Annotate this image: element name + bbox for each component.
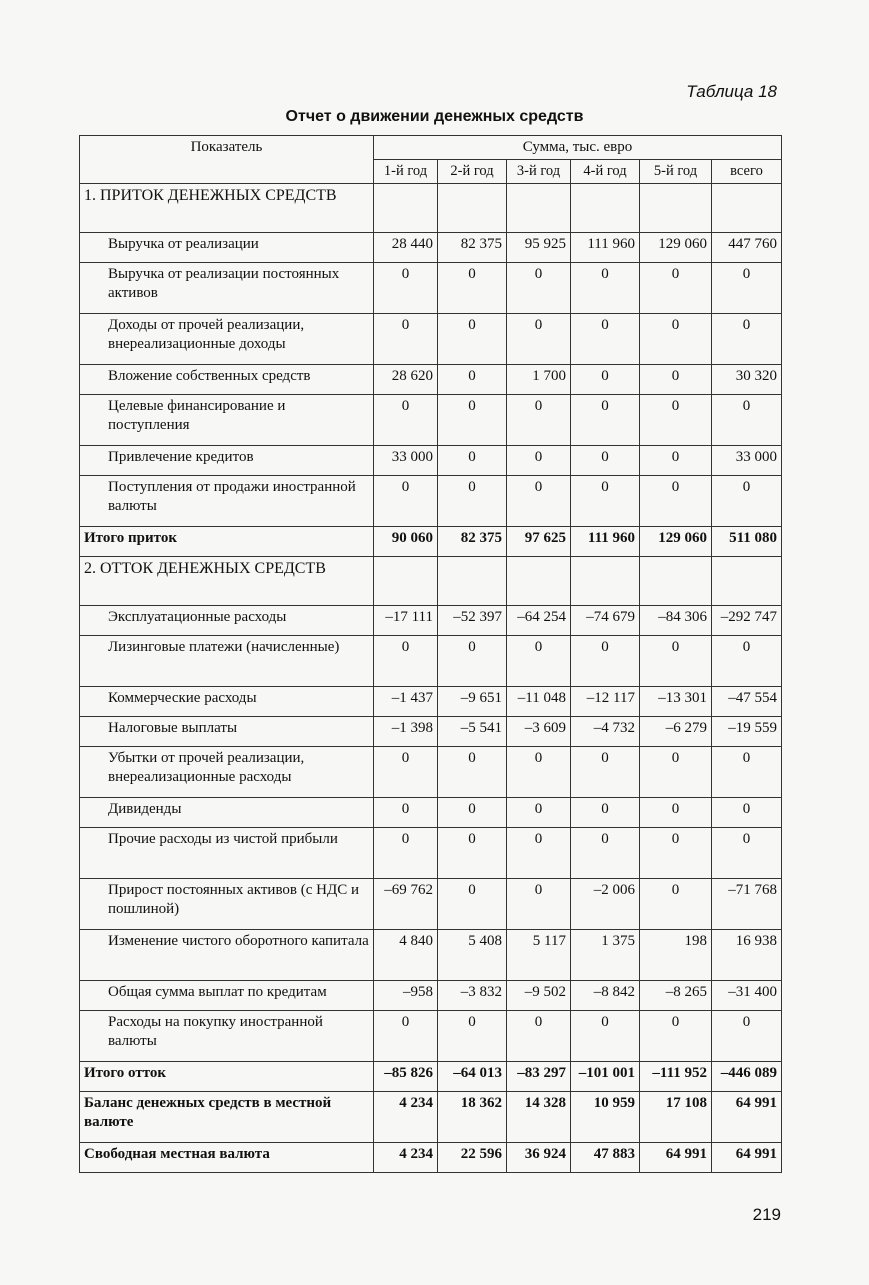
- table-row: [80, 476, 782, 527]
- table-row: [80, 233, 782, 263]
- empty-cell: [507, 184, 571, 233]
- value-cell: 4 234: [374, 1092, 438, 1143]
- value-cell: 82 375: [438, 233, 507, 263]
- value-cell: 0: [374, 263, 438, 314]
- value-cell: 0: [571, 446, 640, 476]
- value-cell: 0: [374, 636, 438, 687]
- table-row: [80, 263, 782, 314]
- value-cell: –8 842: [571, 981, 640, 1011]
- value-cell: 0: [640, 798, 712, 828]
- value-cell: 95 925: [507, 233, 571, 263]
- value-cell: 0: [374, 828, 438, 879]
- total-cell: 511 080: [712, 527, 782, 557]
- value-cell: 33 000: [374, 446, 438, 476]
- amount-header: Сумма, тыс. евро: [374, 136, 782, 160]
- indicator-label: Прирост постоянных активов (с НДС и пошлиной): [80, 879, 374, 930]
- value-cell: 90 060: [374, 527, 438, 557]
- value-cell: 0: [507, 263, 571, 314]
- indicator-label: Убытки от прочей реализации, внереализационные расходы: [80, 747, 374, 798]
- table-row: [80, 930, 782, 981]
- total-row: [80, 1092, 782, 1143]
- table-row: [80, 365, 782, 395]
- value-cell: 0: [438, 747, 507, 798]
- total-cell: 0: [712, 798, 782, 828]
- value-cell: –9 502: [507, 981, 571, 1011]
- value-cell: 0: [571, 828, 640, 879]
- year-header: 3-й год: [507, 160, 571, 184]
- value-cell: –958: [374, 981, 438, 1011]
- value-cell: 0: [438, 476, 507, 527]
- value-cell: –1 398: [374, 717, 438, 747]
- value-cell: 0: [438, 1011, 507, 1062]
- value-cell: 0: [438, 446, 507, 476]
- table-row: [80, 687, 782, 717]
- table-row: [80, 395, 782, 446]
- value-cell: –74 679: [571, 606, 640, 636]
- indicator-label: Изменение чистого оборотного капитала: [80, 930, 374, 981]
- value-cell: 0: [640, 365, 712, 395]
- total-cell: 0: [712, 747, 782, 798]
- value-cell: 0: [571, 1011, 640, 1062]
- value-cell: 14 328: [507, 1092, 571, 1143]
- value-cell: 10 959: [571, 1092, 640, 1143]
- indicator-label: Коммерческие расходы: [80, 687, 374, 717]
- value-cell: 0: [571, 476, 640, 527]
- value-cell: 0: [438, 636, 507, 687]
- value-cell: 0: [507, 1011, 571, 1062]
- total-header: всего: [712, 160, 782, 184]
- value-cell: 4 840: [374, 930, 438, 981]
- total-cell: 33 000: [712, 446, 782, 476]
- indicator-label: Итого приток: [80, 527, 374, 557]
- value-cell: 36 924: [507, 1143, 571, 1173]
- value-cell: 0: [374, 798, 438, 828]
- value-cell: 0: [571, 636, 640, 687]
- indicator-label: Прочие расходы из чистой прибыли: [80, 828, 374, 879]
- year-header: 5-й год: [640, 160, 712, 184]
- value-cell: –111 952: [640, 1062, 712, 1092]
- table-row: [80, 1011, 782, 1062]
- value-cell: 0: [640, 263, 712, 314]
- total-cell: 0: [712, 395, 782, 446]
- empty-cell: [712, 184, 782, 233]
- section-row: [80, 557, 782, 606]
- indicator-label: Расходы на покупку иностранной валюты: [80, 1011, 374, 1062]
- indicator-label: Поступления от продажи иностранной валюты: [80, 476, 374, 527]
- value-cell: –84 306: [640, 606, 712, 636]
- indicator-label: Вложение собственных средств: [80, 365, 374, 395]
- indicator-label: Привлечение кредитов: [80, 446, 374, 476]
- year-header: 4-й год: [571, 160, 640, 184]
- total-cell: 0: [712, 828, 782, 879]
- table-row: [80, 717, 782, 747]
- value-cell: 5 408: [438, 930, 507, 981]
- indicator-label: Общая сумма выплат по кредитам: [80, 981, 374, 1011]
- indicator-label: Свободная местная валюта: [80, 1143, 374, 1173]
- value-cell: 0: [374, 1011, 438, 1062]
- table-row: [80, 828, 782, 879]
- empty-cell: [571, 557, 640, 606]
- value-cell: –85 826: [374, 1062, 438, 1092]
- empty-cell: [438, 184, 507, 233]
- value-cell: 0: [438, 879, 507, 930]
- total-cell: 0: [712, 476, 782, 527]
- value-cell: 0: [507, 476, 571, 527]
- total-cell: –446 089: [712, 1062, 782, 1092]
- value-cell: –69 762: [374, 879, 438, 930]
- total-cell: 447 760: [712, 233, 782, 263]
- value-cell: –11 048: [507, 687, 571, 717]
- value-cell: –2 006: [571, 879, 640, 930]
- value-cell: 0: [640, 446, 712, 476]
- empty-cell: [640, 557, 712, 606]
- value-cell: –13 301: [640, 687, 712, 717]
- value-cell: 0: [571, 314, 640, 365]
- value-cell: 0: [640, 1011, 712, 1062]
- value-cell: 129 060: [640, 233, 712, 263]
- total-cell: 0: [712, 263, 782, 314]
- value-cell: –5 541: [438, 717, 507, 747]
- year-header: 2-й год: [438, 160, 507, 184]
- value-cell: 18 362: [438, 1092, 507, 1143]
- indicator-label: Налоговые выплаты: [80, 717, 374, 747]
- value-cell: 0: [507, 314, 571, 365]
- value-cell: 64 991: [640, 1143, 712, 1173]
- empty-cell: [507, 557, 571, 606]
- value-cell: 0: [640, 747, 712, 798]
- value-cell: 0: [571, 395, 640, 446]
- total-cell: –19 559: [712, 717, 782, 747]
- value-cell: –12 117: [571, 687, 640, 717]
- total-cell: 64 991: [712, 1092, 782, 1143]
- value-cell: 0: [374, 476, 438, 527]
- value-cell: –8 265: [640, 981, 712, 1011]
- section-heading: 1. ПРИТОК ДЕНЕЖНЫХ СРЕДСТВ: [80, 184, 374, 233]
- table-row: [80, 606, 782, 636]
- value-cell: –17 111: [374, 606, 438, 636]
- value-cell: 28 620: [374, 365, 438, 395]
- value-cell: 0: [507, 798, 571, 828]
- total-row: [80, 1143, 782, 1173]
- indicator-label: Выручка от реализации: [80, 233, 374, 263]
- value-cell: 0: [507, 446, 571, 476]
- value-cell: 0: [640, 879, 712, 930]
- table-row: [80, 798, 782, 828]
- total-cell: 0: [712, 1011, 782, 1062]
- value-cell: 82 375: [438, 527, 507, 557]
- value-cell: –3 609: [507, 717, 571, 747]
- indicator-label: Целевые финансирование и поступления: [80, 395, 374, 446]
- total-cell: 0: [712, 636, 782, 687]
- value-cell: –83 297: [507, 1062, 571, 1092]
- value-cell: 4 234: [374, 1143, 438, 1173]
- total-cell: 0: [712, 314, 782, 365]
- total-cell: 64 991: [712, 1143, 782, 1173]
- indicator-label: Итого отток: [80, 1062, 374, 1092]
- value-cell: 5 117: [507, 930, 571, 981]
- value-cell: –9 651: [438, 687, 507, 717]
- value-cell: –64 254: [507, 606, 571, 636]
- value-cell: 0: [640, 476, 712, 527]
- value-cell: 1 375: [571, 930, 640, 981]
- value-cell: –4 732: [571, 717, 640, 747]
- value-cell: –3 832: [438, 981, 507, 1011]
- year-header: 1-й год: [374, 160, 438, 184]
- value-cell: 0: [374, 747, 438, 798]
- page-title: Отчет о движении денежных средств: [285, 108, 584, 125]
- total-row: [80, 1062, 782, 1092]
- value-cell: 28 440: [374, 233, 438, 263]
- total-cell: –31 400: [712, 981, 782, 1011]
- indicator-label: Дивиденды: [80, 798, 374, 828]
- indicator-label: Доходы от прочей реализации, внереализационные доходы: [80, 314, 374, 365]
- value-cell: 0: [438, 798, 507, 828]
- value-cell: 0: [374, 395, 438, 446]
- value-cell: –1 437: [374, 687, 438, 717]
- section-row: [80, 184, 782, 233]
- total-cell: 30 320: [712, 365, 782, 395]
- indicator-label: Эксплуатационные расходы: [80, 606, 374, 636]
- header-row-top: [80, 136, 782, 160]
- value-cell: 0: [507, 747, 571, 798]
- indicator-label: Лизинговые платежи (начисленные): [80, 636, 374, 687]
- value-cell: 0: [571, 263, 640, 314]
- table-row: [80, 747, 782, 798]
- table-number-label: Таблица 18: [686, 82, 777, 101]
- section-heading: 2. ОТТОК ДЕНЕЖНЫХ СРЕДСТВ: [80, 557, 374, 606]
- total-cell: 16 938: [712, 930, 782, 981]
- value-cell: 0: [571, 798, 640, 828]
- indicator-label: Баланс денежных средств в местной валюте: [80, 1092, 374, 1143]
- value-cell: 0: [640, 828, 712, 879]
- value-cell: –64 013: [438, 1062, 507, 1092]
- value-cell: 111 960: [571, 233, 640, 263]
- value-cell: 0: [438, 314, 507, 365]
- empty-cell: [640, 184, 712, 233]
- empty-cell: [374, 557, 438, 606]
- value-cell: 0: [438, 263, 507, 314]
- value-cell: –6 279: [640, 717, 712, 747]
- table-row: [80, 981, 782, 1011]
- value-cell: 17 108: [640, 1092, 712, 1143]
- total-cell: –71 768: [712, 879, 782, 930]
- value-cell: 0: [640, 314, 712, 365]
- table-body: [80, 184, 782, 1173]
- value-cell: 47 883: [571, 1143, 640, 1173]
- value-cell: 22 596: [438, 1143, 507, 1173]
- page-number: 219: [752, 1205, 781, 1224]
- value-cell: 0: [374, 314, 438, 365]
- total-cell: –47 554: [712, 687, 782, 717]
- indicator-header: Показатель: [80, 136, 374, 184]
- value-cell: 97 625: [507, 527, 571, 557]
- value-cell: 1 700: [507, 365, 571, 395]
- table-row: [80, 314, 782, 365]
- value-cell: –101 001: [571, 1062, 640, 1092]
- value-cell: 0: [438, 395, 507, 446]
- value-cell: 0: [640, 395, 712, 446]
- value-cell: 111 960: [571, 527, 640, 557]
- value-cell: 0: [507, 879, 571, 930]
- value-cell: –52 397: [438, 606, 507, 636]
- table-row: [80, 879, 782, 930]
- indicator-label: Выручка от реализации постоянных активов: [80, 263, 374, 314]
- empty-cell: [712, 557, 782, 606]
- table-row: [80, 446, 782, 476]
- value-cell: 0: [507, 395, 571, 446]
- empty-cell: [374, 184, 438, 233]
- value-cell: 0: [640, 636, 712, 687]
- value-cell: 0: [571, 747, 640, 798]
- cash-flow-table: [79, 135, 782, 1173]
- value-cell: 0: [438, 365, 507, 395]
- empty-cell: [438, 557, 507, 606]
- value-cell: 0: [571, 365, 640, 395]
- value-cell: 0: [507, 636, 571, 687]
- value-cell: 0: [507, 828, 571, 879]
- table-row: [80, 636, 782, 687]
- total-cell: –292 747: [712, 606, 782, 636]
- empty-cell: [571, 184, 640, 233]
- total-row: [80, 527, 782, 557]
- value-cell: 198: [640, 930, 712, 981]
- value-cell: 129 060: [640, 527, 712, 557]
- value-cell: 0: [438, 828, 507, 879]
